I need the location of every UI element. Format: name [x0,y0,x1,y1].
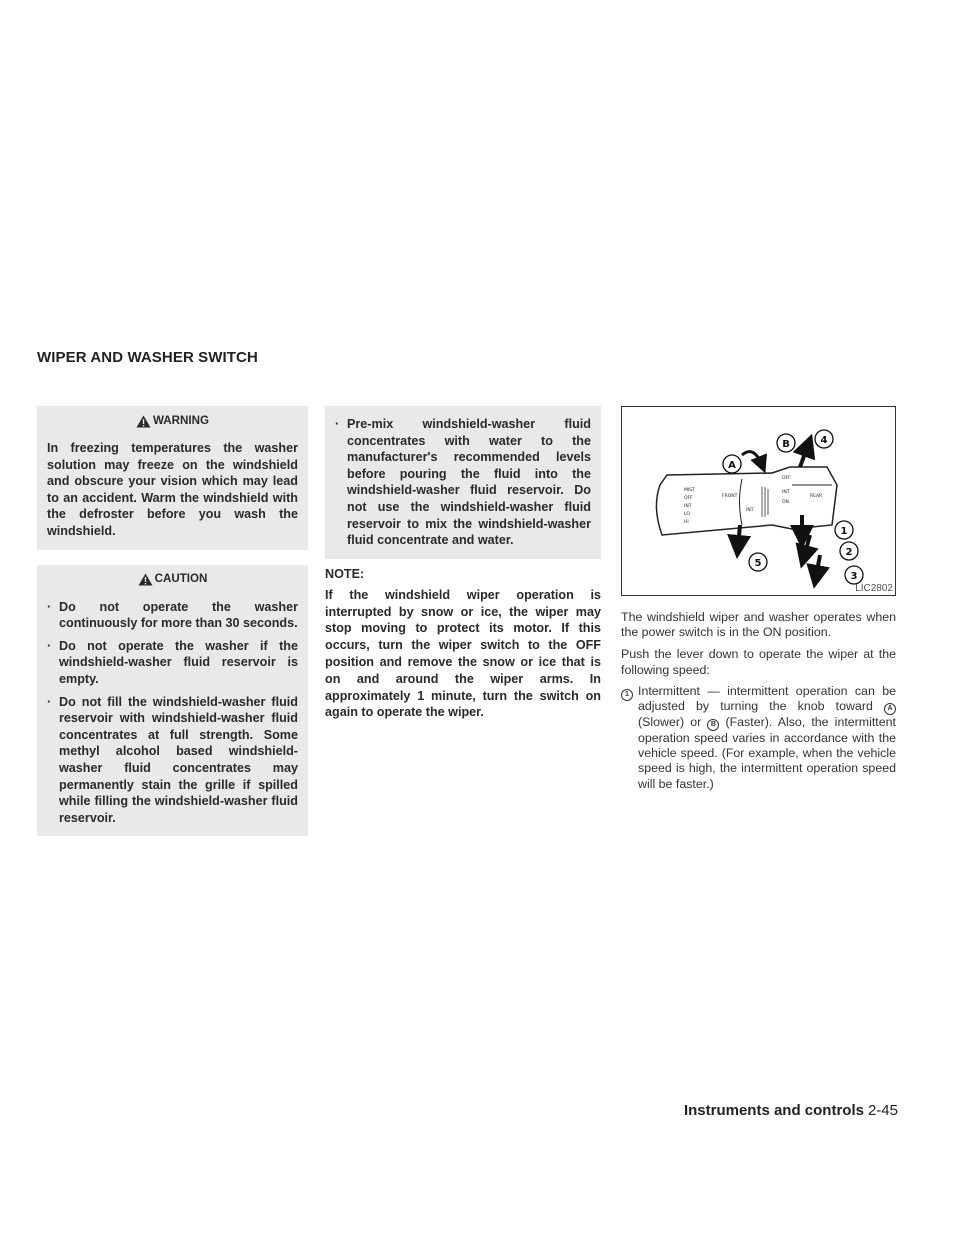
warning-box [37,406,308,550]
svg-text:LO: LO [684,512,690,517]
caution-item: · Pre-mix windshield-washer fluid concentrates with water to the manufacturer's recommended levels before pouring the fluid into the windshield-washer fluid reservoir. Do not use the windshield-washer fluid reservoir to mix the windshield-washer fluid concentrate and water. [335,417,591,548]
warning-icon [136,415,151,428]
note-label: NOTE: [325,566,365,581]
bullet-icon: · [47,599,52,614]
svg-text:OFF: OFF [684,496,693,501]
page-number: 2-45 [867,1102,898,1119]
caution-item: · Do not fill the windshield-washer fluid reservoir with windshield-washer fluid concentrates at full strength. Some methyl alcohol based windshield-washer fluid concentrates may permanently stain the grille if spilled while filling the windshield-washer fluid reservoir. [47,694,298,825]
caution-item: · Do not operate the washer continuously for more than 30 seconds. [47,599,298,631]
caution-list [47,599,298,827]
speed-item-intermittent: 1 Intermittent — intermittent operation can be adjusted by turning the knob toward A (Slower) or B (Faster). Also, the intermittent operation speed varies in accordance with the vehicle speed. (For example, when the vehicle speed is high, the intermittent operation speed will be faster.) [621,684,896,792]
bullet-icon: · [47,638,52,653]
section-title: WIPER AND WASHER SWITCH [37,349,258,366]
svg-text:A: A [728,460,736,471]
figure-code: LIC2802 [855,583,893,594]
bullet-icon: · [47,694,52,709]
svg-text:ON: ON [782,500,789,505]
wiper-lever-illustration [622,407,895,595]
right-column [621,406,896,792]
note-text: If the windshield wiper operation is interrupted by snow or ice, the wiper may stop moving to protect its motor. If this occurs, turn the wiper switch to the OFF position and remove the snow or ice that is on and around the wiper arms. In approximately 1 minute, turn the switch on again to operate the wiper. [325,587,601,720]
svg-text:B: B [782,439,790,450]
caution-icon [138,573,153,586]
body-paragraph: Push the lever down to operate the wiper at the following speed: [621,647,896,677]
caution-label: CAUTION [154,572,208,586]
item-number-badge: 1 [621,685,633,701]
caution-header [47,573,298,587]
chapter-title: Instruments and controls [683,1102,864,1119]
svg-text:INT: INT [684,504,692,509]
svg-text:FRONT: FRONT [722,494,738,499]
svg-text:HI: HI [684,520,689,525]
svg-text:5: 5 [754,558,762,569]
svg-text:OFF: OFF [782,476,791,481]
callout-a-badge: A [884,703,896,715]
svg-text:4: 4 [820,435,828,446]
left-column [37,406,308,836]
page-footer [684,1102,898,1119]
svg-text:3: 3 [850,571,858,582]
callout-b-badge: B [707,719,719,731]
svg-text:2: 2 [845,547,853,558]
svg-text:INT: INT [746,508,754,513]
warning-header [47,414,298,428]
middle-column [325,406,601,721]
caution-box [37,565,308,837]
caution-item: · Do not operate the washer if the windshield-washer fluid reservoir is empty. [47,638,298,686]
body-paragraph: The windshield wiper and washer operates when the power switch is in the ON position. [621,610,896,640]
svg-text:REAR: REAR [810,494,823,499]
caution-continued-box [325,406,601,559]
warning-text: In freezing temperatures the washer solution may freeze on the windshield and obscure your vision which may lead to an accident. Warm the windshield with the defroster before you wash the windshield. [47,441,298,538]
bullet-icon: · [335,417,340,431]
svg-text:INT: INT [782,490,790,495]
wiper-lever-figure [621,406,896,596]
svg-text:MIST: MIST [684,488,695,493]
warning-label: WARNING [152,413,210,427]
svg-text:1: 1 [840,526,848,537]
